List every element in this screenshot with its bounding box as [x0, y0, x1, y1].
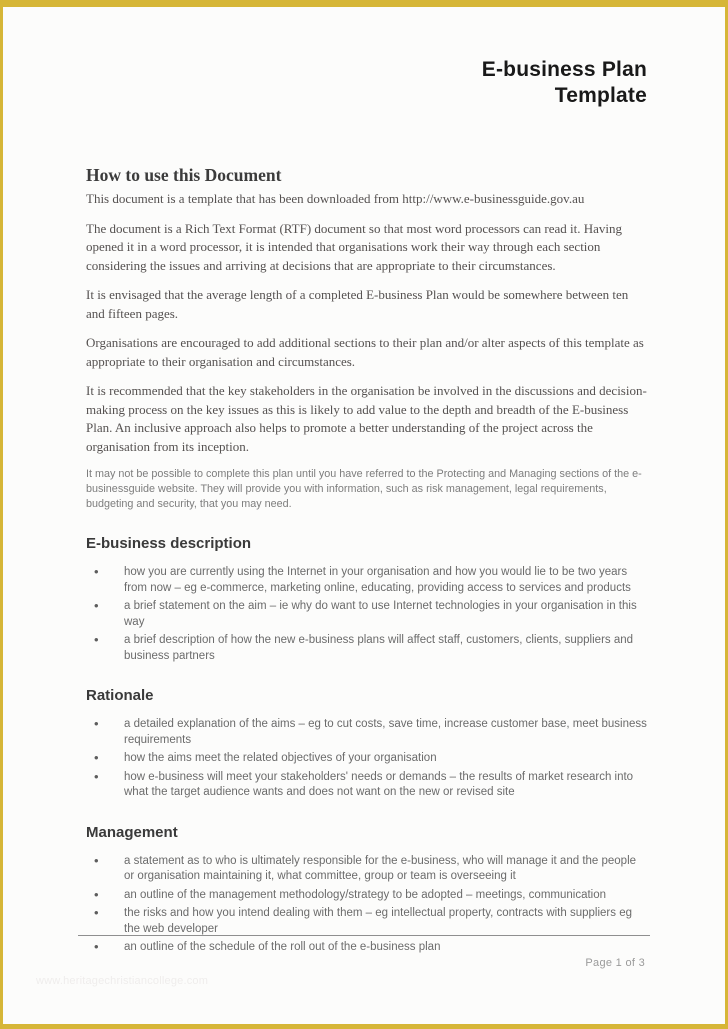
list-item: • how you are currently using the Internet in your organisation and how you would lie to be two years from now – eg e-commerce, marketing online, educating, providing access to services and products [86, 565, 647, 596]
list-item: • an outline of the management methodology/strategy to be adopted – meetings, communication [86, 888, 647, 904]
section-heading-management: Management [86, 823, 178, 841]
howto-paragraph-4: It is recommended that the key stakeholders in the organisation be involved in the discussions and decision-making process on the key issues as this is likely to add value to the depth and breadth of the E-business Plan. An inclusive approach also helps to promote a better understanding of the project across the organisation from its inception. [86, 383, 647, 454]
list-item: • the risks and how you intend dealing with them – eg intellectual property, contracts with suppliers eg the web developer [86, 906, 647, 937]
howto-paragraph-1: The document is a Rich Text Format (RTF) document so that most word processors can read it. Having opened it in a word processor, it is intended that organisations work their way through each section considering the issues and arriving at decisions that are appropriate to their circumstances. [86, 220, 623, 273]
footer-divider [78, 935, 650, 936]
howto-heading: How to use this Document [86, 165, 282, 185]
list-item: • how the aims meet the related objectives of your organisation [86, 751, 647, 767]
doc-title-line1: E-business Plan [481, 58, 647, 81]
section-heading-ebusiness-description: E-business description [86, 535, 252, 552]
document-page [3, 7, 725, 1024]
doc-title [86, 7, 647, 109]
howto-paragraph-2: It is envisaged that the average length of a completed E-business Plan would be somewhere between ten and fifteen pages. [86, 287, 629, 321]
doc-title-line2: Template [554, 84, 647, 107]
watermark-text: www.heritagechristiancollege.com [36, 975, 209, 987]
list-item: • a brief statement on the aim – ie why do want to use Internet technologies in your organisation in this way [86, 599, 647, 630]
section-heading-rationale: Rationale [86, 687, 154, 704]
howto-intro: This document is a template that has been downloaded from http://www.e-businessguide.gov.au [86, 191, 585, 206]
page-number-label: Page 1 of 3 [585, 957, 645, 969]
ebusiness-description-bullets [86, 565, 647, 664]
list-item: • how e-business will meet your stakeholders' needs or demands – the results of market research into what the target audience wants and does not want on the new or revised site [86, 770, 647, 801]
list-item: • a detailed explanation of the aims – eg to cut costs, save time, increase customer base, meet business requirements [86, 717, 647, 748]
list-item: • a brief description of how the new e-business plans will affect staff, customers, clients, suppliers and business partners [86, 633, 647, 664]
howto-paragraph-3: Organisations are encouraged to add additional sections to their plan and/or alter aspects of this template as appropriate to their organisation and circumstances. [86, 335, 644, 369]
page-content [3, 7, 725, 956]
management-bullets [86, 854, 647, 956]
list-item: • a statement as to who is ultimately responsible for the e-business, who will manage it and the people or organisation maintaining it, what committee, group or team is overseeing it [86, 854, 647, 885]
list-item: • an outline of the schedule of the roll out of the e-business plan [86, 940, 647, 956]
rationale-bullets [86, 717, 647, 801]
howto-note: It may not be possible to complete this plan until you have referred to the Protecting and Managing sections of the e-businessguide website. They will provide you with information, such as risk management, legal requirements, budgeting and security, that you may need. [86, 468, 642, 510]
